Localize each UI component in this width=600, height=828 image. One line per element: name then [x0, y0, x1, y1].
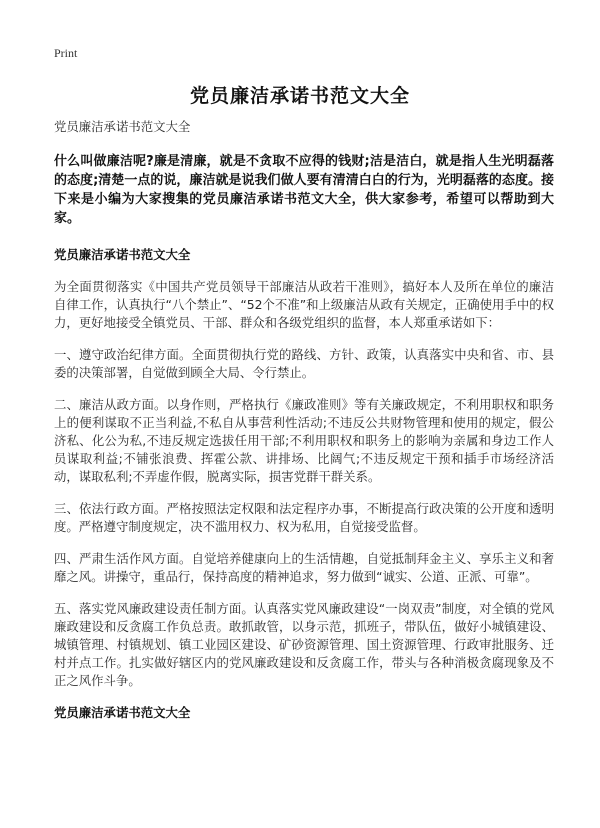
section-heading: 党员廉洁承诺书范文大全 — [54, 705, 191, 720]
page-title: 党员廉洁承诺书范文大全 — [189, 85, 410, 107]
document-subtitle: 党员廉洁承诺书范文大全 — [54, 119, 191, 134]
document-body — [54, 118, 554, 736]
intro-paragraph: 什么叫做廉洁呢?廉是清廉，就是不贪取不应得的钱财;洁是洁白，就是指人生光明磊落的态度;清楚一点的说，廉洁就是说我们做人要有清清白白的行为，光明磊落的态度。接下来是小编为大家搜集的党员廉洁承诺书范文大全，供大家参考，希望可以帮助到大家。 — [54, 154, 554, 226]
paragraph-lawful-administration: 三、依法行政方面。严格按照法定权限和法定程序办事，不断提高行政决策的公开度和透明度。严格遵守制度规定，决不滥用权力、权为私用，自觉接受监督。 — [54, 501, 554, 534]
paragraph-clean-governance: 二、廉洁从政方面。以身作则，严格执行《廉政准则》等有关廉政规定，不利用职权和职务上的便利谋取不正当利益,不私自从事营利性活动;不违反公共财物管理和使用的规定，假公济私、化公为私,不违反规定选拔任用干部;不利用职权和职务上的影响为亲属和身边工作人员谋取利益;不铺张浪费、挥霍公款、讲排场、比阔气;不违反规定干预和插手市场经济活动，谋取私利;不弄虚作假，脱离实际，损害党群干群关系。 — [54, 397, 554, 484]
paragraph-preamble: 为全面贯彻落实《中国共产党员领导干部廉洁从政若干准则》，搞好本人及所在单位的廉洁自律工作，认真执行“八个禁止”、“52个不准”和上级廉洁从政有关规定，正确使用手中的权力，更好地接受全镇党员、干部、群众和各级党组织的监督，本人郑重承诺如下： — [54, 279, 554, 330]
section-heading: 党员廉洁承诺书范文大全 — [54, 247, 191, 262]
paragraph-lifestyle: 四、严肃生活作风方面。自觉培养健康向上的生活情趣，自觉抵制拜金主义、享乐主义和奢靡之风。讲操守，重品行，保持高度的精神追求，努力做到“诚实、公道、正派、可靠”。 — [54, 551, 554, 584]
paragraph-responsibility: 五、落实党风廉政建设责任制方面。认真落实党风廉政建设“一岗双责”制度，对全镇的党风廉政建设和反贪腐工作负总责。敢抓敢管，以身示范，抓班子，带队伍，做好小城镇建设、城镇管理、村镇规划、镇工业园区建设、矿砂资源管理、国土资源管理、行政审批服务、迁村并点工作。扎实做好辖区内的党风廉政建设和反贪腐工作，带头与各种消极贪腐现象及不正之风作斗争。 — [54, 601, 554, 688]
print-link[interactable]: Print — [54, 46, 78, 60]
paragraph-political-discipline: 一、遵守政治纪律方面。全面贯彻执行党的路线、方针、政策，认真落实中央和省、市、县委的决策部署，自觉做到顾全大局、令行禁止。 — [54, 347, 554, 380]
